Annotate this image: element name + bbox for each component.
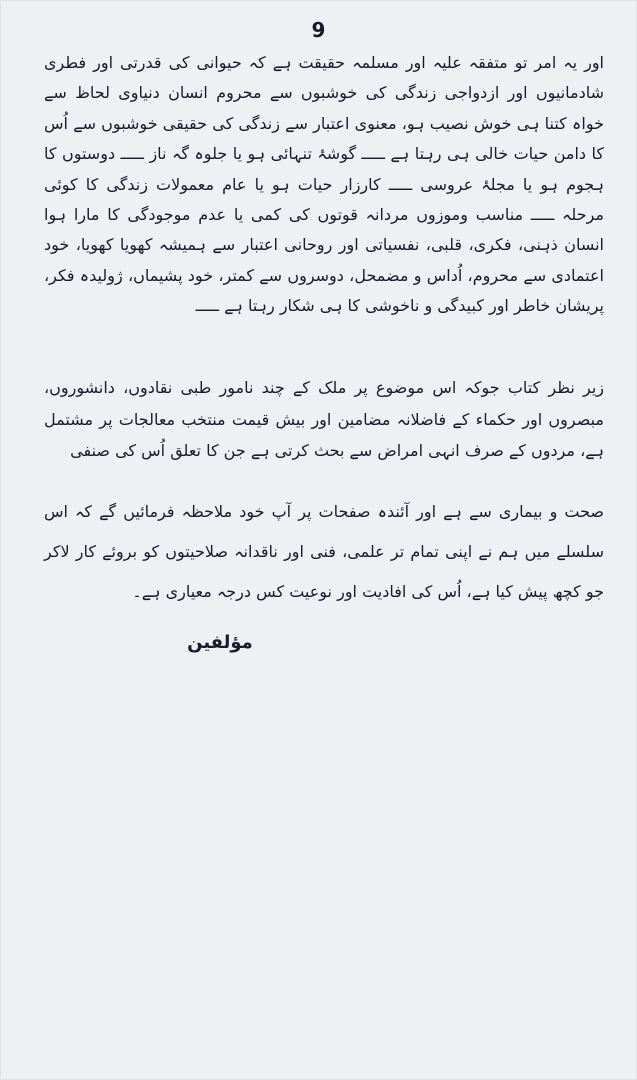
paragraph-book-description: زیر نظر کتاب جوکہ اس موضوع پر ملک کے چند نامور طبی نقادوں، دانشوروں، مبصروں اور حکماء کے فاضلانہ مضامین اور بیش قیمت منتخب معالجات پر مشتمل ہے، مردوں کے صرف انہی امراض سے بحث کرتی ہے جن کا تعلق اُس کی صنفی	[44, 378, 604, 460]
authors-signature: مؤلفین	[187, 632, 253, 653]
paragraph-conclusion: صحت و بیماری سے ہے اور آئندہ صفحات پر آپ خود ملاحظہ فرمائیں گے کہ اس سلسلے میں ہم نے اپنی تمام تر علمی، فنی اور ناقدانہ صلاحیتوں کو بروئے کار لاکر جو کچھ پیش کیا ہے، اُس کی افادیت اور نوعیت کس درجہ معیاری ہے۔	[44, 502, 604, 601]
page-number: 9	[311, 18, 326, 42]
paragraph-intro: اور یہ امر تو متفقہ علیہ اور مسلمہ حقیقت ہے کہ حیوانی کی قدرتی اور فطری شادمانیوں اور ازدواجی زندگی کی خوشبوں سے محروم انسان دنیاوی لحاظ سے خواہ کتنا ہی خوش نصیب ہو، معنوی اعتبار سے زندگی کی حقیقی خوشبوں سے اُس کا دامن حیات خالی ہی رہتا ہے ـــــ گوشۂ تنہائی ہو یا جلوہ گہ ناز ـــــ دوستوں کا ہجوم ہو یا مجلۂ عروسی ـــــ کارزار حیات ہو یا عام معمولات زندگی کا کوئی مرحلہ ـــــ مناسب وموزوں مردانہ قوتوں کی کمی یا عدم موجودگی کا مارا ہوا انسان ذہنی، فکری، قلبی، نفسیاتی اور روحانی اعتبار سے ہمیشہ کھویا کھویا، خود اعتمادی سے محروم، اُداس و مضمحل، دوسروں سے کمتر، خود پشیماں، ژولیدہ فکر، پریشان خاطر اور کبیدگی و ناخوشی کا ہی شکار رہتا ہے ـــــ	[44, 53, 605, 316]
